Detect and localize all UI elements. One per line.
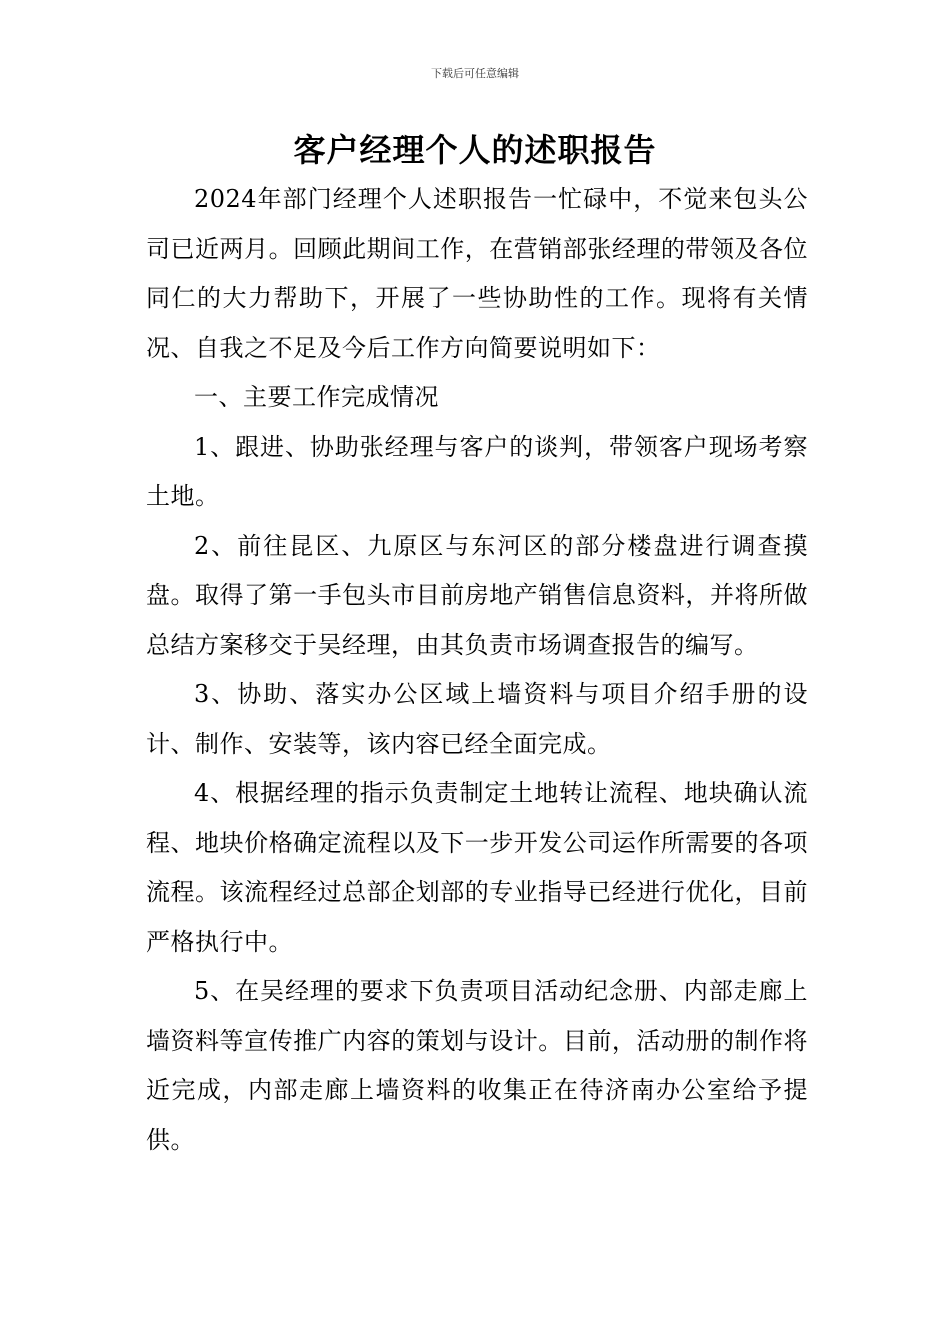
paragraph-item-5: 5、在吴经理的要求下负责项目活动纪念册、内部走廊上墙资料等宣传推广内容的策划与设计。目前，活动册的制作将近完成，内部走廊上墙资料的收集正在待济南办公室给予提供。 (146, 977, 808, 1154)
document-body (146, 175, 808, 1165)
paragraph-item-3: 3、协助、落实办公区域上墙资料与项目介绍手册的设计、制作、安装等，该内容已经全面完成。 (146, 680, 808, 758)
document-title: 客户经理个人的述职报告 (293, 131, 657, 169)
paragraph-intro: 2024年部门经理个人述职报告一忙碌中，不觉来包头公司已近两月。回顾此期间工作，在营销部张经理的带领及各位同仁的大力帮助下，开展了一些协助性的工作。现将有关情况、自我之不足及今后工作方向简要说明如下： (146, 185, 808, 362)
paragraph-item-1: 1、跟进、协助张经理与客户的谈判，带领客户现场考察土地。 (146, 432, 808, 510)
header-note: 下载后可任意编辑 (431, 67, 519, 80)
paragraph-section-heading: 一、主要工作完成情况 (194, 383, 439, 411)
paragraph-item-4: 4、根据经理的指示负责制定土地转让流程、地块确认流程、地块价格确定流程以及下一步开发公司运作所需要的各项流程。该流程经过总部企划部的专业指导已经进行优化，目前严格执行中。 (146, 779, 808, 956)
paragraph-item-2: 2、前往昆区、九原区与东河区的部分楼盘进行调查摸盘。取得了第一手包头市目前房地产销售信息资料，并将所做总结方案移交于吴经理，由其负责市场调查报告的编写。 (146, 531, 808, 659)
